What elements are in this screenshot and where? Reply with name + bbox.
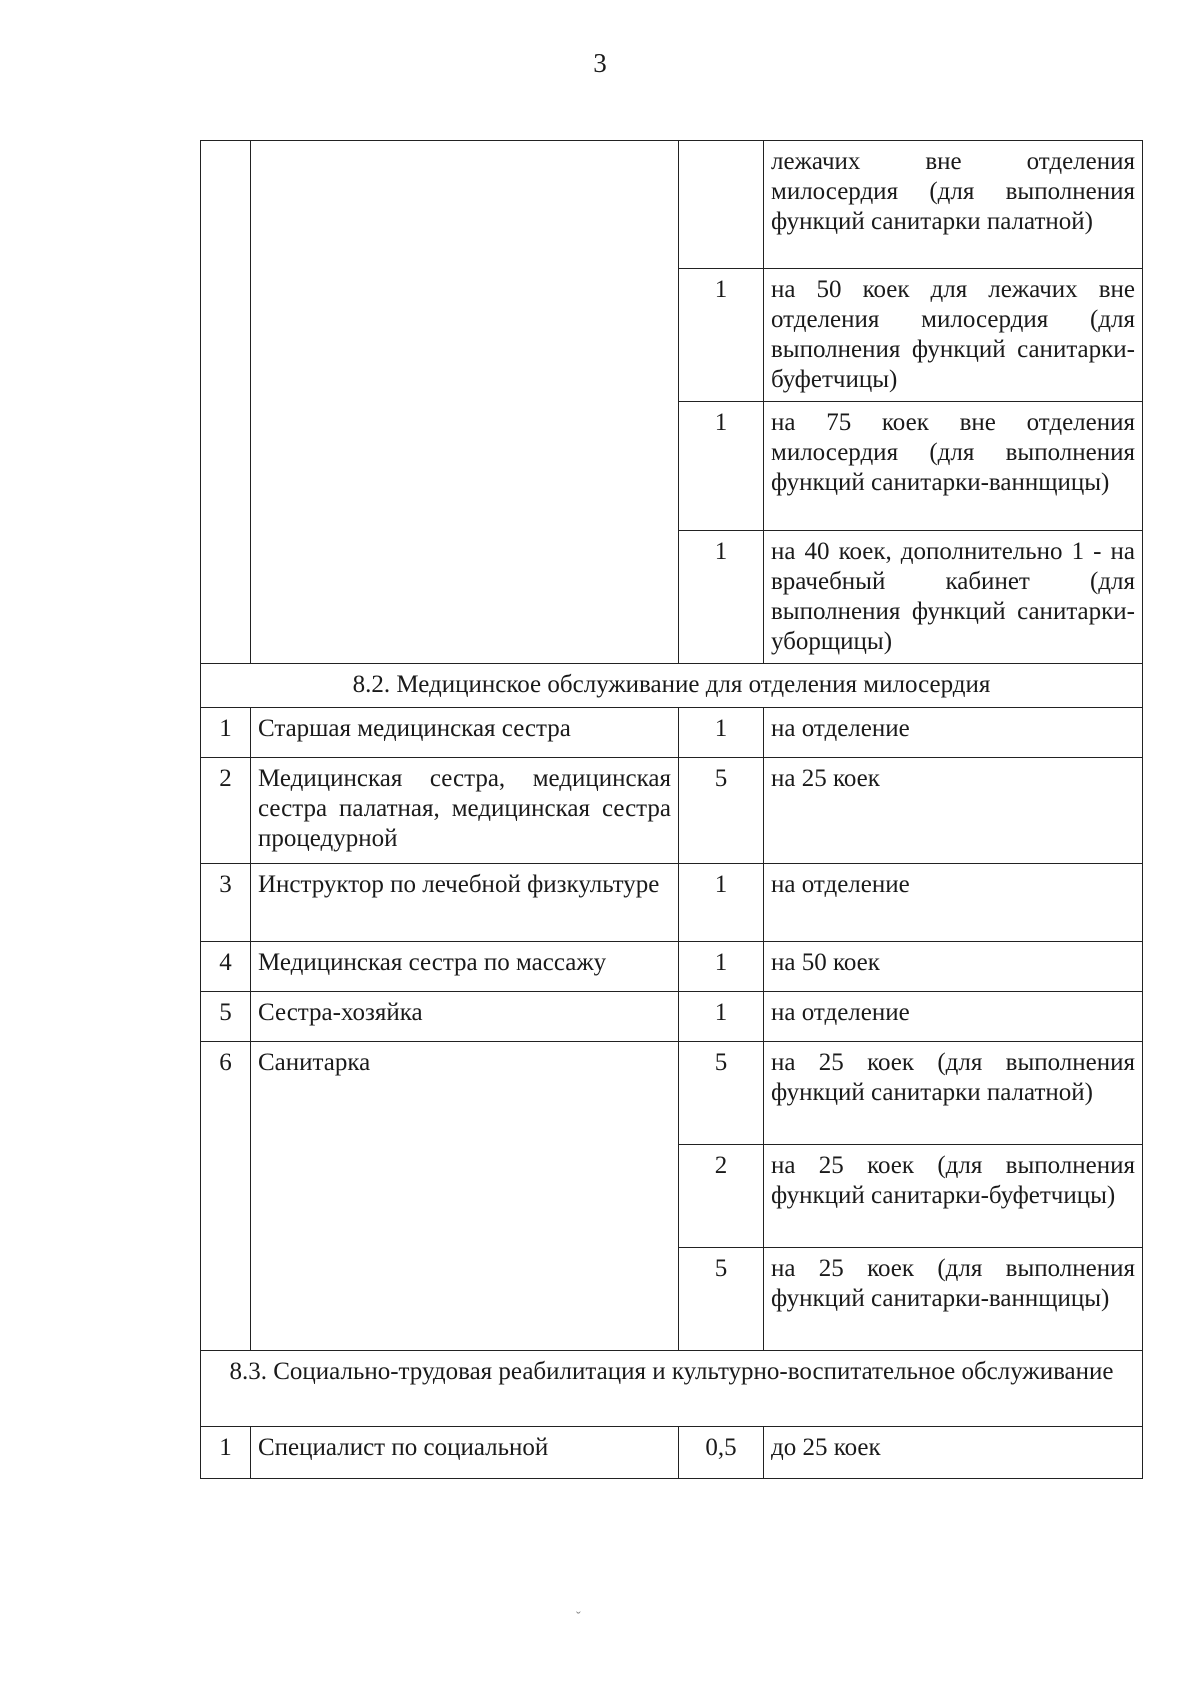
count-cell: 1 (679, 531, 764, 664)
staffing-table (200, 140, 1143, 1479)
position-cell (251, 141, 679, 664)
position-cell: Сестра-хозяйка (251, 992, 679, 1042)
table-row (201, 942, 1143, 992)
count-cell: 1 (679, 942, 764, 992)
note-cell: на 25 коек (для выполнения функций санитарки палатной) (764, 1042, 1143, 1145)
note-cell: на отделение (764, 864, 1143, 942)
count-cell: 1 (679, 269, 764, 402)
note-cell: на 25 коек (для выполнения функций санитарки-ваннщицы) (764, 1248, 1143, 1351)
count-cell: 1 (679, 992, 764, 1042)
page-number: 3 (593, 48, 607, 78)
section-header-row (201, 1351, 1143, 1427)
note-cell: на отделение (764, 708, 1143, 758)
scan-mark: ˇ (576, 1610, 581, 1625)
note-cell: на 40 коек, дополнительно 1 - на врачебный кабинет (для выполнения функций санитарки-уборщицы) (764, 531, 1143, 664)
count-cell: 0,5 (679, 1427, 764, 1479)
count-cell: 1 (679, 864, 764, 942)
section-title: 8.3. Социально-трудовая реабилитация и культурно-воспитательное обслуживание (201, 1351, 1143, 1427)
row-number-cell: 4 (201, 942, 251, 992)
row-number-cell (201, 141, 251, 664)
note-cell: на 75 коек вне отделения милосердия (для выполнения функций санитарки-ваннщицы) (764, 402, 1143, 531)
note-cell: до 25 коек (764, 1427, 1143, 1479)
note-cell: на 25 коек (для выполнения функций санитарки-буфетчицы) (764, 1145, 1143, 1248)
position-cell: Инструктор по лечебной физкультуре (251, 864, 679, 942)
position-cell: Медицинская сестра, медицинская сестра палатная, медицинская сестра процедурной (251, 758, 679, 864)
count-cell (679, 141, 764, 269)
position-cell: Старшая медицинская сестра (251, 708, 679, 758)
row-number-cell: 1 (201, 708, 251, 758)
count-cell: 5 (679, 1248, 764, 1351)
position-cell: Медицинская сестра по массажу (251, 942, 679, 992)
count-cell: 1 (679, 402, 764, 531)
table-row (201, 141, 1143, 269)
note-cell: на 50 коек для лежачих вне отделения милосердия (для выполнения функций санитарки-буфетчицы) (764, 269, 1143, 402)
table-row (201, 864, 1143, 942)
table-row (201, 708, 1143, 758)
note-cell: на отделение (764, 992, 1143, 1042)
row-number-cell: 2 (201, 758, 251, 864)
section-header-row (201, 664, 1143, 708)
note-cell: лежачих вне отделения милосердия (для выполнения функций санитарки палатной) (764, 141, 1143, 269)
row-number-cell: 5 (201, 992, 251, 1042)
count-cell: 5 (679, 758, 764, 864)
row-number-cell: 1 (201, 1427, 251, 1479)
count-cell: 1 (679, 708, 764, 758)
table-row (201, 1042, 1143, 1145)
note-cell: на 50 коек (764, 942, 1143, 992)
position-cell: Санитарка (251, 1042, 679, 1351)
count-cell: 5 (679, 1042, 764, 1145)
row-number-cell: 6 (201, 1042, 251, 1351)
table-row (201, 1427, 1143, 1479)
note-cell: на 25 коек (764, 758, 1143, 864)
table-row (201, 758, 1143, 864)
position-cell: Специалист по социальной (251, 1427, 679, 1479)
section-title: 8.2. Медицинское обслуживание для отделения милосердия (201, 664, 1143, 708)
table-row (201, 992, 1143, 1042)
row-number-cell: 3 (201, 864, 251, 942)
count-cell: 2 (679, 1145, 764, 1248)
